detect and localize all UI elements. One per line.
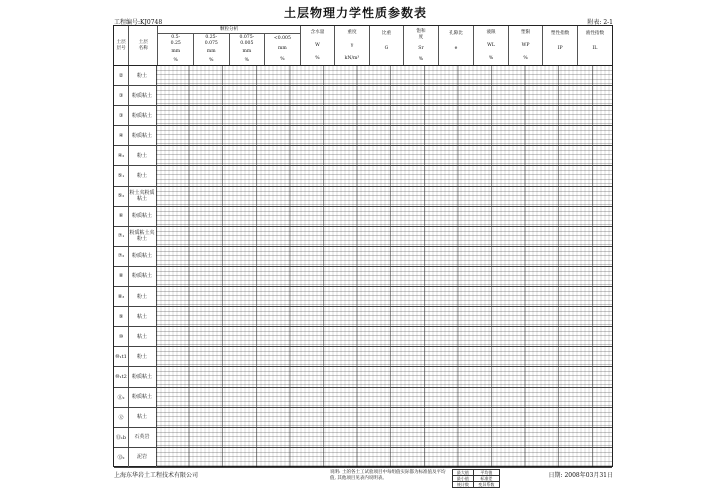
stat-values-grid: [156, 287, 612, 306]
table-header: [114, 26, 612, 65]
prop-symbol: W: [315, 42, 320, 48]
grain-pct: %: [244, 57, 250, 63]
stat-values-grid: [156, 86, 612, 105]
stat-values-grid: [156, 347, 612, 366]
header-layer-no: 土层 层号: [114, 26, 129, 65]
stat-values-grid: [156, 448, 612, 467]
company-name: 上海东华岩土工程技术有限公司: [114, 472, 199, 479]
header-grain-group-cell: [158, 26, 300, 65]
table-row: [114, 327, 612, 347]
prop-symbol: IL: [592, 45, 598, 51]
table-row: [114, 428, 612, 448]
header-grain-group: 颗粒分析: [158, 26, 299, 34]
header-grain-col: [194, 34, 230, 65]
stat-values-grid: [156, 227, 612, 246]
prop-name: 孔隙比: [449, 30, 463, 36]
table-title: 土层物理力学性质参数表: [283, 6, 427, 20]
header-grain-col: [158, 34, 194, 65]
stat-legend: [452, 469, 500, 488]
attachment-label: 附表: 2-1: [587, 19, 613, 26]
stat-values-grid: [156, 428, 612, 447]
layer-name: 粉质粘土: [128, 126, 157, 145]
prop-name: 塑限: [520, 29, 531, 35]
header-prop-col: [577, 26, 612, 65]
layer-number: ②: [114, 66, 129, 85]
table-row: [114, 106, 612, 126]
header-prop-col: [300, 26, 335, 65]
prop-name: 塑性指数: [550, 30, 570, 36]
prop-symbol: γ: [350, 42, 354, 48]
grain-range: 0.5- 0.25: [170, 35, 181, 47]
prop-unit: kN/m³: [344, 55, 360, 61]
table-row: [114, 66, 612, 86]
layer-name: 粉土: [128, 146, 157, 165]
layer-number: ⑫: [114, 408, 129, 427]
layer-number: ⑩₁t1: [114, 347, 129, 366]
layer-number: ③: [114, 86, 129, 105]
stat-values-grid: [156, 207, 612, 226]
prop-name: 液限: [486, 29, 496, 35]
header-prop-col: [543, 26, 578, 65]
table-row: [114, 448, 612, 468]
stat-values-grid: [156, 388, 612, 407]
stat-values-grid: [156, 267, 612, 286]
layer-name: 粉土: [128, 66, 157, 85]
header-grain-col: [230, 34, 266, 65]
table-row: [114, 287, 612, 307]
table-row: [114, 187, 612, 207]
layer-name: 粘土: [128, 327, 157, 346]
layer-name: 石英岩: [128, 428, 157, 447]
prop-name: 饱和 度: [416, 28, 426, 40]
table-row: [114, 267, 612, 287]
prop-name: 含水量: [310, 29, 325, 35]
layer-name: 粉质粘土夹粉土: [128, 227, 157, 246]
header-prop-col: [438, 26, 474, 65]
table-row: [114, 408, 612, 428]
layer-name: 粘土: [128, 307, 157, 326]
grain-unit: mm: [278, 46, 287, 52]
stat-values-grid: [156, 408, 612, 427]
table-row: [114, 207, 612, 227]
layer-name: 粉质粘土: [128, 267, 157, 286]
prop-symbol: G: [384, 45, 389, 51]
stat-values-grid: [156, 166, 612, 185]
stat-values-grid: [156, 367, 612, 386]
table-row: [114, 367, 612, 387]
prop-symbol: e: [454, 45, 458, 51]
layer-number: ⑥: [114, 207, 129, 226]
layer-name: 粉质粘土: [128, 247, 157, 266]
layer-name: 粉质粘土: [128, 106, 157, 125]
layer-number: ⑩: [114, 327, 129, 346]
layer-number: ⑤₁: [114, 166, 129, 185]
stat-values-grid: [156, 247, 612, 266]
header-layer-name: 土层 名称: [129, 26, 158, 65]
table-row: [114, 347, 612, 367]
grain-pct: %: [209, 57, 214, 63]
grain-range: <0.005: [273, 36, 291, 42]
table-row: [114, 126, 612, 146]
prop-unit: %: [523, 55, 528, 61]
header-prop-col: [508, 26, 543, 65]
layer-number: ④: [114, 126, 129, 145]
table-row: [114, 166, 612, 186]
layer-number: ⑧: [114, 267, 129, 286]
table-row: [114, 86, 612, 106]
layer-name: 粉土: [128, 287, 157, 306]
table-row: [114, 247, 612, 267]
prop-name: 重度: [347, 29, 357, 35]
layer-number: ⑦₁: [114, 227, 129, 246]
prop-unit: %: [315, 55, 320, 61]
prop-name: 比重: [381, 30, 392, 36]
grain-pct: %: [280, 56, 285, 62]
header-prop-col: [474, 26, 509, 65]
stat-values-grid: [156, 66, 612, 85]
prop-symbol: WP: [521, 42, 530, 48]
prop-symbol: Sr: [418, 45, 424, 51]
legend-cell: 标准差: [473, 476, 499, 482]
layer-number: ⑨: [114, 307, 129, 326]
layer-number: ⑦₂: [114, 247, 129, 266]
stat-values-grid: [156, 307, 612, 326]
legend-cell: 最小值: [453, 476, 474, 482]
prop-symbol: WL: [487, 42, 495, 48]
prop-symbol: IP: [557, 45, 563, 51]
legend-cell: 统计数: [453, 482, 474, 488]
prop-unit: %: [488, 55, 494, 61]
table-row: [114, 146, 612, 166]
table-row: [114, 388, 612, 408]
grain-unit: mm: [171, 49, 181, 55]
layer-number: ⑬₁b: [114, 428, 129, 447]
layer-name: 粉质粘土: [128, 388, 157, 407]
layer-name: 粘土: [128, 408, 157, 427]
layer-number: ⑧₃: [114, 287, 129, 306]
parameter-sheet: [113, 25, 613, 467]
layer-name: 粉土: [128, 166, 157, 185]
legend-cell: 最大值: [453, 470, 474, 476]
table-body: [114, 66, 612, 468]
project-number: 工程编号:KJ0748: [114, 19, 163, 26]
layer-name: 粉土: [128, 347, 157, 366]
layer-name: 粉质粘土: [128, 207, 157, 226]
stat-values-grid: [156, 327, 612, 346]
header-prop-col: [369, 26, 404, 65]
layer-name: 粉质粘土: [128, 86, 157, 105]
stat-values-grid: [156, 106, 612, 125]
grain-range: 0.075- 0.005: [239, 35, 255, 47]
layer-number: ④₂: [114, 146, 129, 165]
legend-cell: 变异系数: [473, 482, 499, 488]
grain-unit: mm: [242, 49, 252, 55]
layer-number: ③: [114, 106, 129, 125]
prop-unit: %: [418, 56, 424, 62]
prop-name: 液性指数: [585, 30, 605, 36]
header-grain-col: [265, 34, 300, 65]
table-row: [114, 227, 612, 247]
layer-number: ⑤₂: [114, 187, 129, 206]
header-prop-col: [335, 26, 370, 65]
table-row: [114, 307, 612, 327]
footer-note: 说明: 土的各土工试验项目中每组值实际都为标准值及平均值, 其他项目见表内说明表。: [330, 470, 446, 481]
report-date: 日期: 2008年03月31日: [548, 472, 613, 479]
grain-unit: mm: [206, 49, 216, 55]
layer-name: 粉土夹粉质粘土: [128, 187, 157, 206]
stat-values-grid: [156, 146, 612, 165]
grain-pct: %: [173, 57, 178, 63]
header-prop-col: [404, 26, 439, 65]
layer-number: ⑪₂: [114, 388, 129, 407]
layer-name: 泥岩: [128, 448, 157, 467]
layer-name: 粉质粘土: [128, 367, 157, 386]
legend-cell: 平均值: [473, 470, 499, 476]
layer-number: ⑩₁t2: [114, 367, 129, 386]
grain-range: 0.25- 0.075: [204, 35, 218, 47]
layer-number: ⑬₂: [114, 448, 129, 467]
stat-values-grid: [156, 126, 612, 145]
stat-values-grid: [156, 187, 612, 206]
